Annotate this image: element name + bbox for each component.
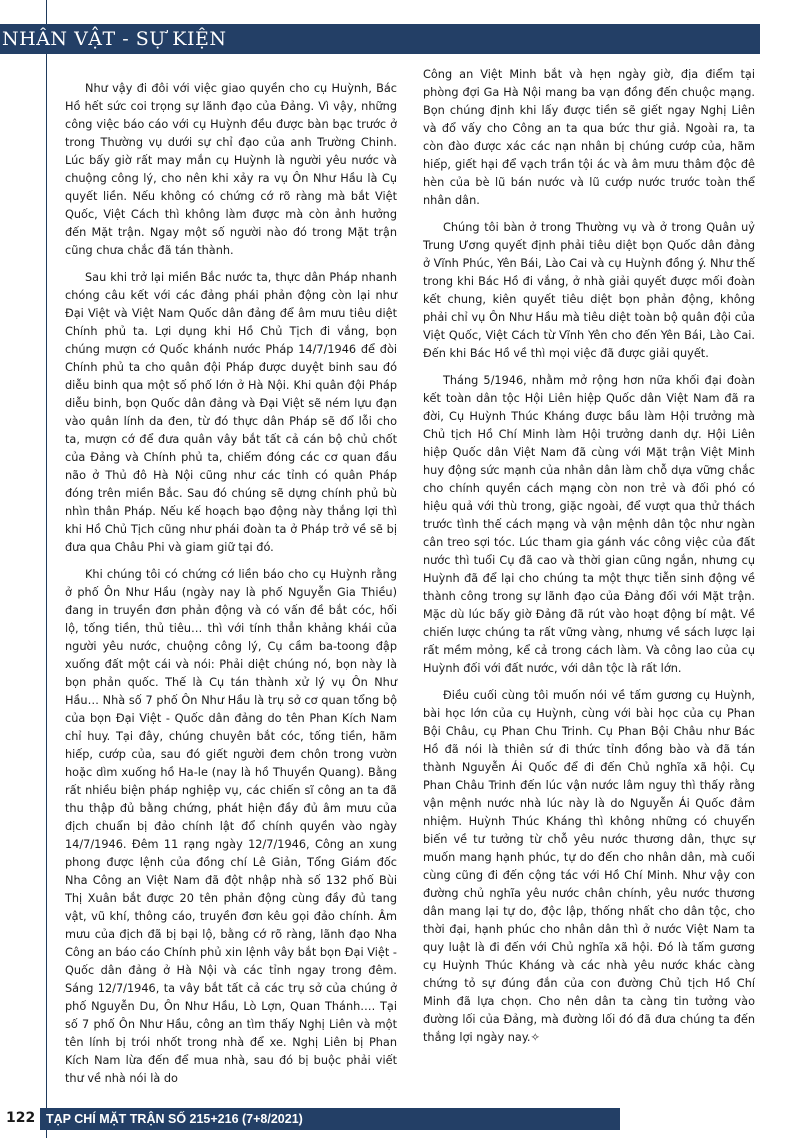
paragraph: Công an Việt Minh bắt và hẹn ngày giờ, địa điểm tại phòng đợi Ga Hà Nội mang ba vạn đồng đến chuộc mạng. Bọn chúng định khi lấy được tiền sẽ giết ngay Nghị Liên và đổ vấy cho Công an ta qua bức thư giả. Ngoài ra, ta còn đào được xác các nạn nhân bị chúng cướp của, hãm hiếp, giết hại để vạch trần tội ác và âm mưu thâm độc đê hèn của bè lũ bán nước và lũ cướp nước trước toàn thể nhân dân. xyxy=(423,68,755,207)
paragraph: Điều cuối cùng tôi muốn nói về tấm gương cụ Huỳnh, bài học lớn của cụ Huỳnh, cùng với bài học của cụ Phan Bội Châu, cụ Phan Chu Trinh. Cụ Phan Bội Châu như Bác Hồ đã nói là thiên sứ đi thức tỉnh đồng bào và đã tán thành Nguyễn Ái Quốc để đi đến Chủ nghĩa xã hội. Cụ Phan Châu Trinh đến lúc vận nước lâm nguy thì thấy rằng vận mệnh nước nhà lúc này là do Nguyễn Ái Quốc đảm nhiệm. Huỳnh Thúc Kháng thì không những có chuyển biến về tư tưởng từ chỗ yêu nước thương dân, thực sự muốn mang hạnh phúc, tự do đến cho nhân dân, mà cuối cùng cũng đi đến cộng tác với Hồ Chí Minh. Như vậy con đường chủ nghĩa yêu nước chân chính, yêu nước thương dân mang lại tự do, độc lập, thống nhất cho dân tộc, cho thời đại, hạnh phúc cho nhân dân thì ở nước Việt Nam ta quy luật là đi đến với Chủ nghĩa xã hội. Đó là tấm gương cụ Huỳnh Thúc Kháng và các nhà yêu nước khác càng chứng tỏ sự đúng đắn của con đường Chủ tịch Hồ Chí Minh đã lựa chọn. Cho nên dân ta càng tin tưởng vào đường lối của Đảng, mà đường lối đó đã đưa chúng ta đến thắng lợi ngày nay.✧ xyxy=(423,689,755,1044)
section-title: NHÂN VẬT - SỰ KIỆN xyxy=(2,28,227,50)
paragraph: Tháng 5/1946, nhằm mở rộng hơn nữa khối đại đoàn kết toàn dân tộc Hội Liên hiệp Quốc dân Việt Nam đã ra đời, Cụ Huỳnh Thúc Kháng được bầu làm Hội trưởng mà Chủ tịch Hồ Chí Minh làm Hội trưởng danh dự. Hội Liên hiệp Quốc dân Việt Nam đã cùng với Mặt trận Việt Minh huy động sức mạnh của nhân dân làm chỗ dựa vững chắc cho chính quyền cách mạng còn non trẻ và đối phó có hiệu quả với thù trong, giặc ngoài, để vượt qua thử thách trước tình thế cách mạng và vận mệnh dân tộc như ngàn cân treo sợi tóc. Lúc tham gia gánh vác công việc của đất nước thì tuổi Cụ đã cao và thời gian cũng ngắn, nhưng cụ Huỳnh đã để lại cho chúng ta một thực tiễn sinh động về thành công trong sự lãnh đạo của Đảng đối với Mặt trận. Mặc dù lúc bấy giờ Đảng đã rút vào hoạt động bí mật. Về chiến lược chúng ta rất vững vàng, nhưng về sách lược lại rất mềm mỏng, kể cả trong cách làm. Và công lao của cụ Huỳnh đối với đất nước, với dân tộc là rất lớn. xyxy=(423,374,755,675)
paragraph: Chúng tôi bàn ở trong Thường vụ và ở trong Quân uỷ Trung Ương quyết định phải tiêu diệt bọn Quốc dân đảng ở Vĩnh Phúc, Yên Bái, Lào Cai và cụ Huỳnh đồng ý. Như thế trong khi Bác Hồ đi vắng, ở nhà giải quyết được mối đoàn kết chung, kiên quyết tiêu diệt bọn phản động, không phải chỉ vụ Ôn Như Hầu mà tiêu diệt toàn bộ quân đội của Việt Quốc, Việt Cách từ Vĩnh Yên cho đến Yên Bái, Lào Cai. Đến khi Bác Hồ về thì mọi việc đã được giải quyết. xyxy=(423,221,755,360)
page-footer xyxy=(0,1104,800,1138)
paragraph: Khi chúng tôi có chứng cớ liền báo cho cụ Huỳnh rằng ở phố Ôn Như Hầu (ngày nay là phố Nguyễn Gia Thiều) đang in truyền đơn phản động và có vấn đề bắt cóc, hối lộ, tống tiền, thủ tiêu… thì với tính thẳn khảng khái của người yêu nước, chuộng công lý, Cụ cầm ba-toong đập xuống đất một cái và nói: Phải diệt chúng nó, bọn này là bọn phản quốc. Thế là Cụ tán thành xử lý vụ Ôn Như Hầu… Nhà số 7 phố Ôn Như Hầu là trụ sở cơ quan tổng bộ của bọn Đại Việt - Quốc dân đảng do tên Phan Kích Nam chỉ huy. Tại đây, chúng chuyên bắt cóc, tống tiền, hãm hiếp, cướp của, sau đó giết người đem chôn trong vườn hoặc dìm xuống hồ Ha-le (nay là hồ Thuyền Quang). Bằng rất nhiều biện pháp nghiệp vụ, các chiến sĩ công an ta đã thu thập đủ bằng chứng, phát hiện đầy đủ âm mưu của địch chuẩn bị đảo chính lật đổ chính quyền vào ngày 14/7/1946. Đêm 11 rạng ngày 12/7/1946, Công an xung phong được lệnh của đồng chí Lê Giản, Tổng Giám đốc Nha Công an Việt Nam đã đột nhập nhà số 132 phố Bùi Thị Xuân bắt được 20 tên phản động cùng đầy đủ tang vật, vũ khí, thông cáo, truyền đơn kêu gọi đảo chính. Âm mưu của địch đã bị bại lộ, bằng cớ rõ ràng, lãnh đạo Nha Công an báo cáo Chính phủ xin lệnh vây bắt bọn Đại Việt - Quốc dân đảng ở Hà Nội và các tỉnh ngay trong đêm. Sáng 12/7/1946, ta vây bắt tất cả các trụ sở của chúng ở phố Nguyễn Du, Ôn Như Hầu, Lò Lợn, Quan Thánh…. Tại số 7 phố Ôn Như Hầu, công an tìm thấy Nghị Liên và một tên lính bị trói nhốt trong nhà để xe. Nghị Liên bị Phan Kích Nam lừa đến để mua nhà, sau đó bị buộc phải viết thư về nhà nói là do xyxy=(65,568,397,1085)
magazine-issue: TẠP CHÍ MẶT TRẬN SỐ 215+216 (7+8/2021) xyxy=(46,1112,303,1126)
article-body xyxy=(0,60,800,1100)
right-column xyxy=(423,66,755,1056)
left-column xyxy=(65,80,397,1097)
paragraph: Sau khi trở lại miền Bắc nước ta, thực dân Pháp nhanh chóng câu kết với các đảng phái phản động còn lại như Đại Việt và Việt Nam Quốc dân đảng để âm mưu tiêu diệt Chính phủ ta. Lợi dụng khi Hồ Chủ Tịch đi vắng, bọn chúng mượn cớ Quốc khánh nước Pháp 14/7/1946 để đòi Chính phủ ta cho quân đội Pháp được duyệt binh sau đó diễu binh qua một số phố lớn ở Hà Nội. Khi quân đội Pháp diễu binh, bọn Quốc dân đảng và Đại Việt sẽ ném lựu đạn vào quân lính da đen, từ đó thực dân Pháp sẽ đổ lỗi cho ta, mượn cớ để đưa quân vây bắt tất cả cán bộ chủ chốt của Đảng và Chính phủ ta, chiếm đóng các cơ quan đầu não ở Thủ đô Hà Nội cũng như các tỉnh có quân Pháp đóng trên miền Bắc. Sau đó chúng sẽ dựng chính phủ bù nhìn thân Pháp. Nếu kế hoạch bạo động này thắng lợi thì khi Hồ Chủ Tịch cũng như phái đoàn ta ở Pháp trở về sẽ bị đưa qua Châu Phi và giam giữ tại đó. xyxy=(65,271,397,554)
page-number: 122 xyxy=(6,1110,36,1126)
paragraph: Như vậy đi đôi với việc giao quyền cho cụ Huỳnh, Bác Hồ hết sức coi trọng sự lãnh đạo của Đảng. Vì vậy, những công việc báo cáo với cụ Huỳnh đều được bàn bạc trước ở trong Thường vụ dưới sự chỉ đạo của anh Trường Chinh. Lúc bấy giờ rất may mắn cụ Huỳnh là người yêu nước và chuộng công lý, cho nên khi xảy ra vụ Ôn Như Hầu là Cụ quyết liền. Nếu không có chứng cớ rõ ràng mà bắt Việt Quốc, Việt Cách thì không làm được mà còn ảnh hưởng đến Mặt trận. Ngay một số người nào đó trong Mặt trận cũng chưa chắc đã tán thành. xyxy=(65,82,397,257)
